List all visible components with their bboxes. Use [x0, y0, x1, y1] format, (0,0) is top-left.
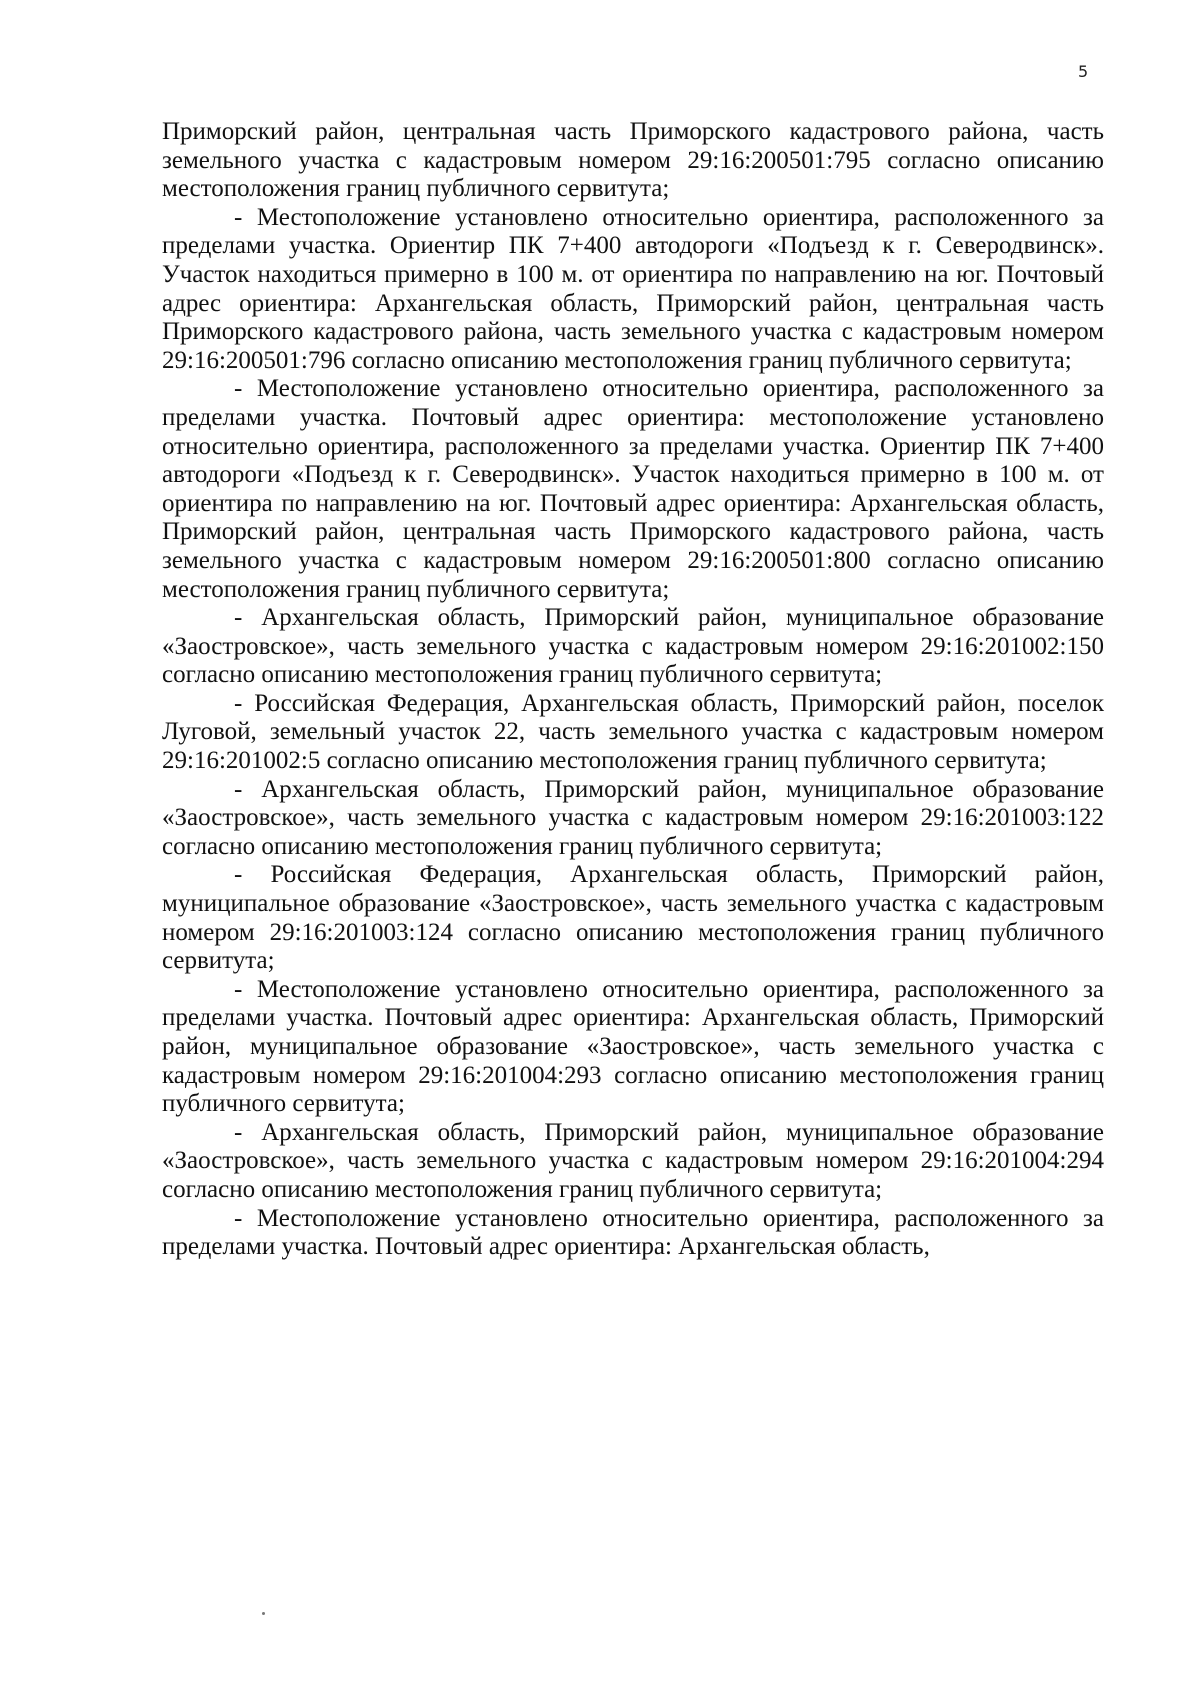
paragraph: - Местоположение установлено относительно ориентира, расположенного за пределами участка. Почтовый адрес ориентира: местоположение установлено относительно ориентира, расположенного за пределами участка. Ориентир ПК 7+400 автодороги «Подъезд к г. Северодвинск». Участок находиться примерно в 100 м. от ориентира по направлению на юг. Почтовый адрес ориентира: Архангельская область, Приморский район, центральная часть Приморского кадастрового района, часть земельного участка с кадастровым номером 29:16:200501:800 согласно описанию местоположения границ публичного сервитута; [162, 375, 1104, 603]
paragraph: - Российская Федерация, Архангельская область, Приморский район, муниципальное образование «Заостровское», часть земельного участка с кадастровым номером 29:16:201003:124 согласно описанию местоположения границ публичного сервитута; [162, 861, 1104, 975]
paragraph-continued: Приморский район, центральная часть Приморского кадастрового района, часть земельного участка с кадастровым номером 29:16:200501:795 согласно описанию местоположения границ публичного сервитута; [162, 118, 1104, 203]
paragraph: - Местоположение установлено относительно ориентира, расположенного за пределами участка. Ориентир ПК 7+400 автодороги «Подъезд к г. Северодвинск». Участок находиться примерно в 100 м. от ориентира по направлению на юг. Почтовый адрес ориентира: Архангельская область, Приморский район, центральная часть Приморского кадастрового района, часть земельного участка с кадастровым номером 29:16:200501:796 согласно описанию местоположения границ публичного сервитута; [162, 203, 1104, 374]
paragraph: - Местоположение установлено относительно ориентира, расположенного за пределами участка. Почтовый адрес ориентира: Архангельская область, Приморский район, муниципальное образование «Заостровское», часть земельного участка с кадастровым номером 29:16:201004:293 согласно описанию местоположения границ публичного сервитута; [162, 975, 1104, 1118]
paragraph: - Архангельская область, Приморский район, муниципальное образование «Заостровское», часть земельного участка с кадастровым номером 29:16:201004:294 согласно описанию местоположения границ публичного сервитута; [162, 1118, 1104, 1203]
page-number: 5 [1078, 62, 1089, 81]
scan-speck [262, 1612, 265, 1615]
paragraph: - Архангельская область, Приморский район, муниципальное образование «Заостровское», часть земельного участка с кадастровым номером 29:16:201003:122 согласно описанию местоположения границ публичного сервитута; [162, 775, 1104, 860]
paragraph-truncated: - Местоположение установлено относительно ориентира, расположенного за пределами участка. Почтовый адрес ориентира: Архангельская область, [162, 1204, 1104, 1261]
document-body [162, 118, 1104, 1262]
paragraph: - Архангельская область, Приморский район, муниципальное образование «Заостровское», часть земельного участка с кадастровым номером 29:16:201002:150 согласно описанию местоположения границ публичного сервитута; [162, 604, 1104, 689]
paragraph: - Российская Федерация, Архангельская область, Приморский район, поселок Луговой, земельный участок 22, часть земельного участка с кадастровым номером 29:16:201002:5 согласно описанию местоположения границ публичного сервитута; [162, 689, 1104, 775]
